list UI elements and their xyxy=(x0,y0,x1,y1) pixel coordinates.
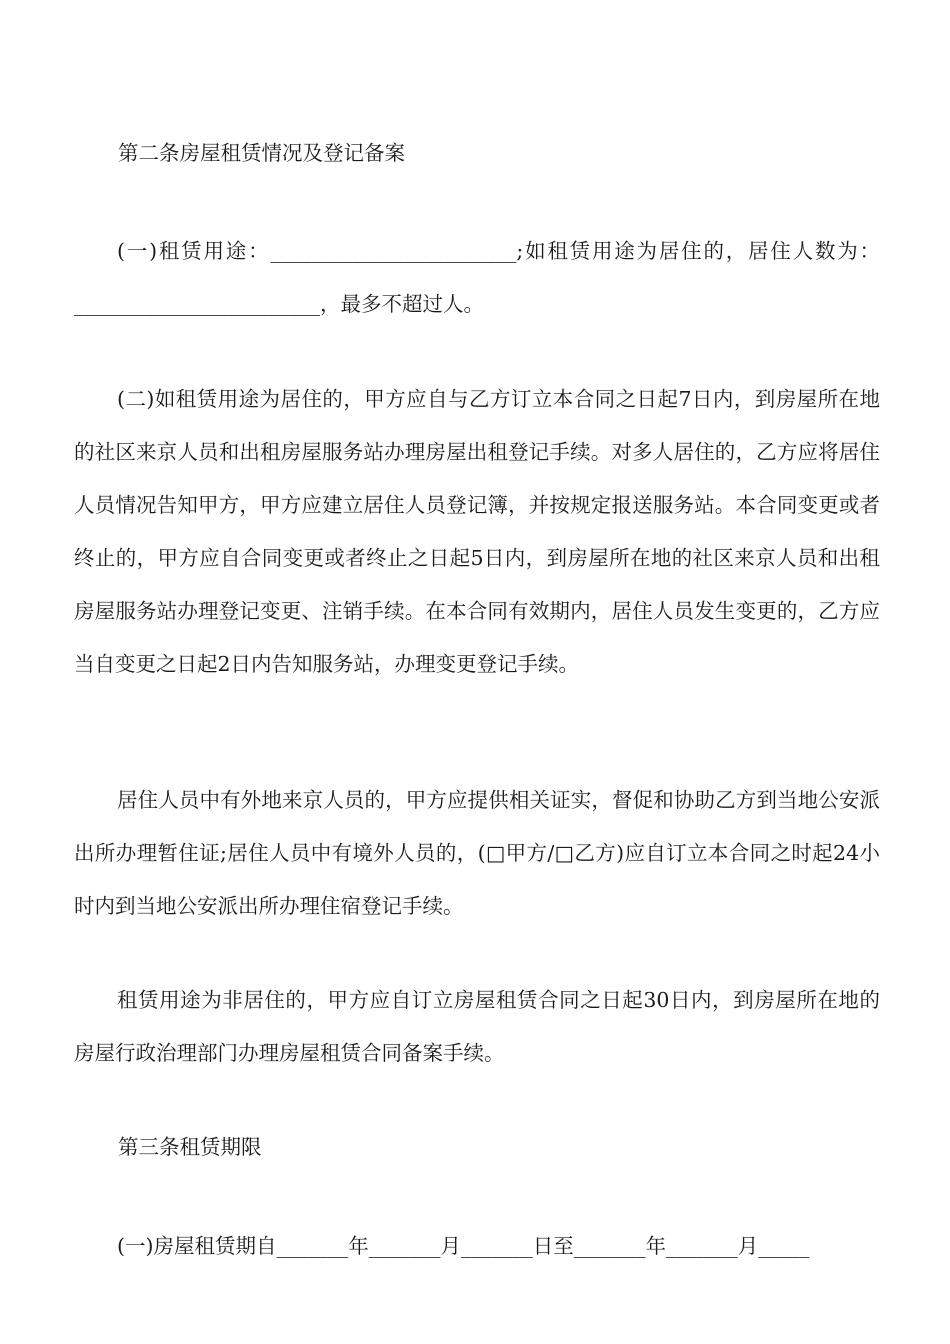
end-month-blank[interactable]: _______ xyxy=(666,1234,738,1258)
article-2-paragraph-nonlocal-residents: 居住人员中有外地来京人员的，甲方应提供相关证实，督促和协助乙方到当地公安派出所办理暂住证;居住人员中有境外人员的，(□甲方/□乙方)应自订立本合同之时起24小时内到当地公安派出所办理住宿登记手续。 xyxy=(74,788,880,918)
occupants-suffix: ，最多不超过人。 xyxy=(320,292,484,316)
article-2-paragraph-nonresidential: 租赁用途为非居住的，甲方应自订立房屋租赁合同之日起30日内，到房屋所在地的房屋行政治理部门办理房屋租赁合同备案手续。 xyxy=(74,988,880,1065)
occupants-label: ;如租赁用途为居住的，居住人数为： xyxy=(516,239,881,263)
start-year-blank[interactable]: _______ xyxy=(276,1234,349,1258)
year-label-2: 年 xyxy=(645,1234,666,1258)
article-2-paragraph-registration: (二)如租赁用途为居住的，甲方应自与乙方订立本合同之日起7日内，到房屋所在地的社区来京人员和出租房屋服务站办理房屋出租登记手续。对多人居住的，乙方应将居住人员情况告知甲方，甲方应建立居住人员登记簿，并按规定报送服务站。本合同变更或者终止的，甲方应自合同变更或者终止之日起5日内，到房屋所在地的社区来京人员和出租房屋服务站办理登记变更、注销手续。在本合同有效期内，居住人员发生变更的，乙方应当自变更之日起2日内告知服务站，办理变更登记手续。 xyxy=(74,387,880,676)
usage-label: (一)租赁用途： xyxy=(117,239,271,263)
month-label: 月 xyxy=(440,1234,461,1258)
day-to-label: 日至 xyxy=(532,1234,574,1258)
end-day-blank[interactable]: _____ xyxy=(758,1234,810,1258)
start-day-blank[interactable]: _______ xyxy=(461,1234,533,1258)
month-label-2: 月 xyxy=(737,1234,759,1258)
article-2-paragraph-usage xyxy=(74,225,880,331)
article-3-paragraph-term xyxy=(74,1220,880,1273)
article-2-heading: 第二条房屋租赁情况及登记备案 xyxy=(118,141,405,165)
usage-blank[interactable]: ________________________ xyxy=(270,239,517,263)
year-label: 年 xyxy=(348,1234,369,1258)
article-3-heading: 第三条租赁期限 xyxy=(118,1135,262,1159)
start-month-blank[interactable]: _______ xyxy=(368,1234,441,1258)
occupants-blank[interactable]: ________________________ xyxy=(74,292,320,316)
end-year-blank[interactable]: _______ xyxy=(573,1234,646,1258)
term-prefix: (一)房屋租赁期自 xyxy=(117,1234,277,1258)
